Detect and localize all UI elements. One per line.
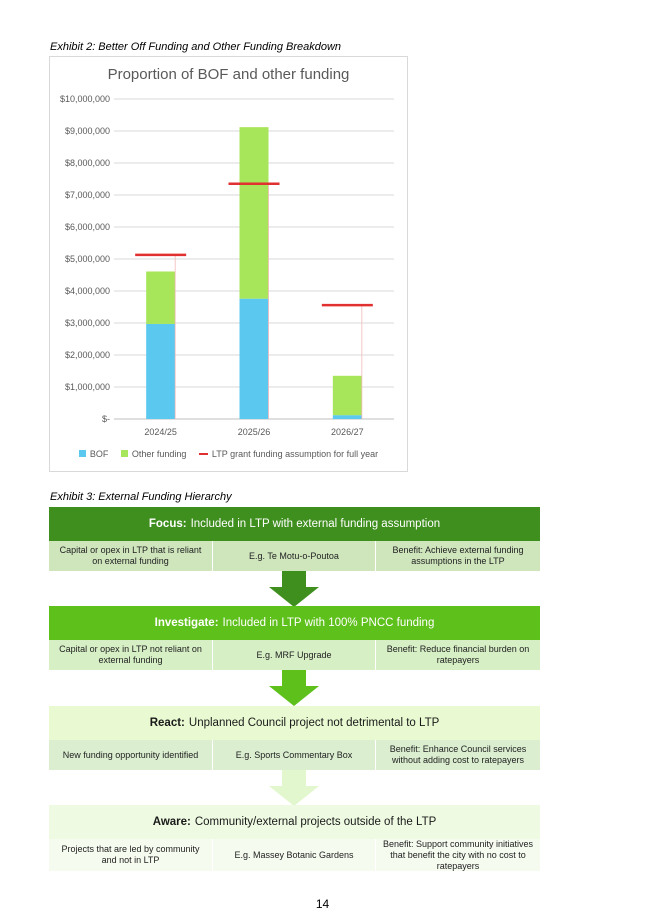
legend-label-ltp: LTP grant funding assumption for full year	[211, 449, 379, 459]
bar-other-funding	[333, 376, 362, 415]
tier-benefit-cell: Benefit: Reduce financial burden on ratepayers	[376, 640, 540, 670]
tier-heading-text: Unplanned Council project not detrimental to LTP	[188, 717, 440, 729]
y-tick-label: $4,000,000	[64, 286, 110, 296]
tier-heading	[49, 706, 540, 740]
tier-details-row	[49, 740, 540, 770]
x-tick-label: 2026/27	[331, 427, 364, 437]
tier-scope-cell: Projects that are led by community and not in LTP	[49, 839, 212, 871]
tier-heading	[49, 606, 540, 640]
legend-label-other: Other funding	[131, 449, 187, 459]
exhibit-3-caption: Exhibit 3: External Funding Hierarchy	[50, 491, 232, 503]
tier-key: Aware:	[152, 816, 191, 828]
tier-key: Focus:	[148, 518, 187, 530]
y-tick-label: $9,000,000	[64, 126, 110, 136]
tier-key: React:	[149, 717, 185, 729]
tier-scope-cell: Capital or opex in LTP not reliant on external funding	[49, 640, 212, 670]
x-tick-label: 2025/26	[237, 427, 271, 437]
legend-item-ltp	[199, 449, 378, 459]
legend-item-bof	[79, 449, 109, 459]
bar-bof	[333, 415, 362, 419]
tier-example-cell: E.g. MRF Upgrade	[212, 640, 376, 670]
tier-focus	[49, 507, 540, 571]
x-tick-label: 2024/25	[144, 427, 177, 437]
bof-funding-chart	[49, 56, 408, 472]
tier-aware	[49, 805, 540, 871]
tier-heading-text: Included in LTP with 100% PNCC funding	[222, 617, 435, 629]
exhibit-2-caption: Exhibit 2: Better Off Funding and Other Funding Breakdown	[50, 41, 342, 53]
tier-details-row	[49, 839, 540, 871]
down-arrow-icon	[269, 770, 319, 806]
tier-details-row	[49, 640, 540, 670]
tier-heading-text: Community/external projects outside of the LTP	[194, 816, 437, 828]
chart-title: Proportion of BOF and other funding	[107, 66, 350, 83]
legend-label-bof: BOF	[89, 449, 109, 459]
tier-key: Investigate:	[154, 617, 219, 629]
down-arrow-icon	[269, 670, 319, 706]
legend-swatch-other	[121, 450, 128, 457]
bar-bof	[240, 299, 269, 419]
chart-legend	[50, 449, 407, 459]
bar-bof	[146, 324, 175, 419]
tier-scope-cell: New funding opportunity identified	[49, 740, 212, 770]
page-number: 14	[315, 897, 330, 911]
tier-benefit-cell: Benefit: Achieve external funding assumptions in the LTP	[376, 541, 540, 571]
tier-benefit-cell: Benefit: Support community initiatives that benefit the city with no cost to ratepayers	[376, 839, 540, 871]
legend-swatch-bof	[79, 450, 86, 457]
tier-react	[49, 706, 540, 770]
chart-plot-area	[50, 57, 407, 471]
down-arrow-icon	[269, 571, 319, 607]
y-tick-label: $2,000,000	[64, 350, 110, 360]
y-tick-label: $5,000,000	[64, 254, 110, 264]
tier-example-cell: E.g. Sports Commentary Box	[212, 740, 376, 770]
tier-heading	[49, 507, 540, 541]
tier-scope-cell: Capital or opex in LTP that is reliant on external funding	[49, 541, 212, 571]
legend-swatch-ltp	[199, 453, 208, 455]
y-tick-label: $1,000,000	[64, 382, 110, 392]
tier-example-cell: E.g. Massey Botanic Gardens	[212, 839, 376, 871]
y-tick-label: $7,000,000	[64, 190, 110, 200]
y-tick-label: $8,000,000	[64, 158, 110, 168]
tier-investigate	[49, 606, 540, 670]
bar-other-funding	[146, 271, 175, 323]
tier-heading-text: Included in LTP with external funding assumption	[190, 518, 441, 530]
y-tick-label: $10,000,000	[59, 94, 110, 104]
legend-item-other	[121, 449, 187, 459]
y-tick-label: $3,000,000	[64, 318, 110, 328]
y-tick-label: $6,000,000	[64, 222, 110, 232]
tier-example-cell: E.g. Te Motu-o-Poutoa	[212, 541, 376, 571]
bar-other-funding	[240, 127, 269, 299]
tier-heading	[49, 805, 540, 839]
y-tick-label: $-	[101, 414, 110, 424]
tier-details-row	[49, 541, 540, 571]
tier-benefit-cell: Benefit: Enhance Council services without adding cost to ratepayers	[376, 740, 540, 770]
